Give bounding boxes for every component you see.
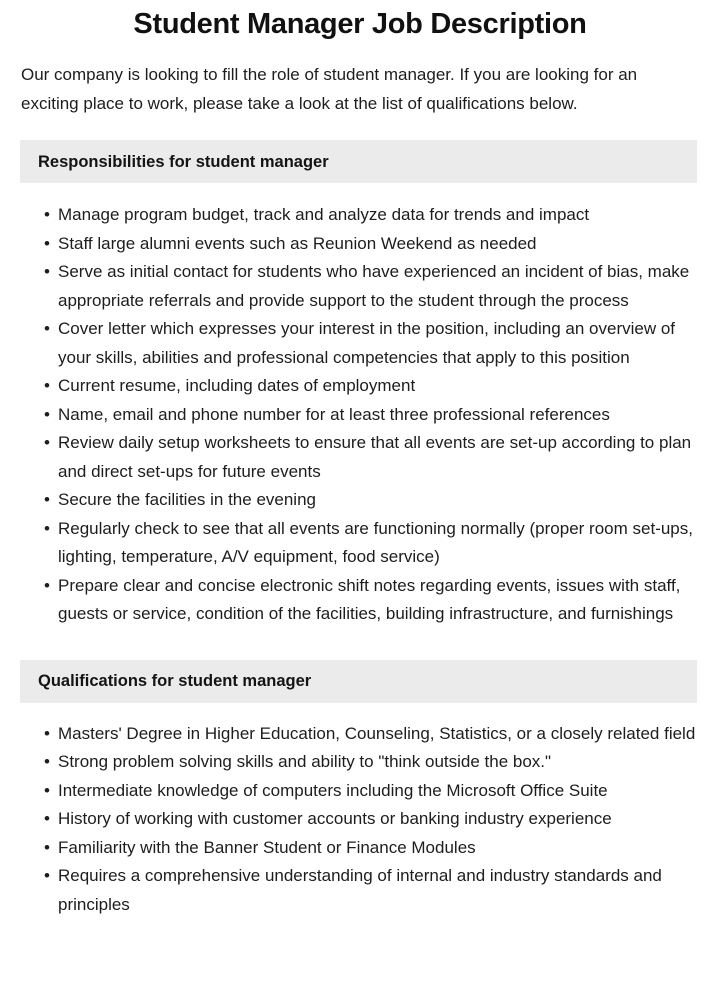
bullet-icon: • <box>44 205 50 224</box>
list-item <box>44 315 697 372</box>
section-responsibilities <box>0 140 720 629</box>
list-item <box>44 372 697 401</box>
section-header-responsibilities <box>20 140 697 183</box>
list-item <box>44 805 697 834</box>
list-item <box>44 486 697 515</box>
list-item <box>44 572 697 629</box>
section-heading-label: Responsibilities for student manager <box>38 152 329 171</box>
bullet-icon: • <box>44 809 50 828</box>
bullet-icon: • <box>44 866 50 885</box>
list-item-text: Review daily setup worksheets to ensure that all events are set-up according to plan and direct set-ups for future events <box>58 433 692 481</box>
bullet-icon: • <box>44 376 50 395</box>
list-item-text: Familiarity with the Banner Student or Finance Modules <box>58 837 476 857</box>
list-item <box>44 515 697 572</box>
list-item <box>44 401 697 430</box>
bullet-icon: • <box>44 319 50 338</box>
list-item <box>44 777 697 806</box>
list-item-text: Serve as initial contact for students who have experienced an incident of bias, make appropriate referrals and provide support to the student through the process <box>58 262 690 310</box>
bullet-icon: • <box>44 404 50 424</box>
bullet-icon: • <box>44 262 50 281</box>
list-item-text: Intermediate knowledge of computers including the Microsoft Office Suite <box>58 780 608 800</box>
bullet-icon: • <box>44 837 50 857</box>
list-item <box>44 429 697 486</box>
section-heading-label: Qualifications for student manager <box>38 672 312 690</box>
list-item-text: Prepare clear and concise electronic shift notes regarding events, issues with staff, guests or service, condition of the facilities, building infrastructure, and furnishings <box>58 575 681 623</box>
bullet-icon: • <box>44 233 50 253</box>
list-item-text: Regularly check to see that all events are functioning normally (proper room set-ups, lighting, temperature, A/V equipment, food service) <box>58 518 693 566</box>
responsibilities-list <box>0 183 720 629</box>
bullet-icon: • <box>44 490 50 509</box>
list-item-text: Manage program budget, track and analyze data for trends and impact <box>58 205 590 224</box>
bullet-icon: • <box>44 780 50 800</box>
page-bottom-spacer <box>0 919 720 937</box>
list-item-text: Secure the facilities in the evening <box>58 490 316 509</box>
intro-paragraph: Our company is looking to fill the role of student manager. If you are looking for an exciting place to work, please take a look at the list of qualifications below. <box>21 65 638 113</box>
list-item-text: Strong problem solving skills and ability to "think outside the box." <box>58 752 552 771</box>
bullet-icon: • <box>44 752 50 771</box>
list-item-text: Current resume, including dates of employment <box>58 376 416 395</box>
section-header-qualifications <box>20 660 697 703</box>
list-item <box>44 201 697 230</box>
page-title: Student Manager Job Description <box>133 8 587 40</box>
list-item <box>44 230 697 259</box>
qualifications-list <box>0 703 720 920</box>
list-item-text: Staff large alumni events such as Reunion Weekend as needed <box>58 233 537 253</box>
list-item <box>44 862 697 919</box>
list-item-text: Requires a comprehensive understanding of internal and industry standards and principles <box>58 866 662 914</box>
section-qualifications <box>0 660 720 920</box>
list-item <box>44 748 697 777</box>
list-item-text: Masters' Degree in Higher Education, Counseling, Statistics, or a closely related field <box>58 723 696 743</box>
list-item <box>44 258 697 315</box>
bullet-icon: • <box>44 723 50 743</box>
bullet-icon: • <box>44 518 50 538</box>
list-item <box>44 720 697 749</box>
list-item-text: Cover letter which expresses your interest in the position, including an overview of your skills, abilities and professional competencies that apply to this position <box>58 319 676 367</box>
list-item-text: History of working with customer accounts or banking industry experience <box>58 809 612 828</box>
bullet-icon: • <box>44 433 50 452</box>
list-item <box>44 834 697 863</box>
list-item-text: Name, email and phone number for at least three professional references <box>58 404 610 424</box>
bullet-icon: • <box>44 575 50 595</box>
